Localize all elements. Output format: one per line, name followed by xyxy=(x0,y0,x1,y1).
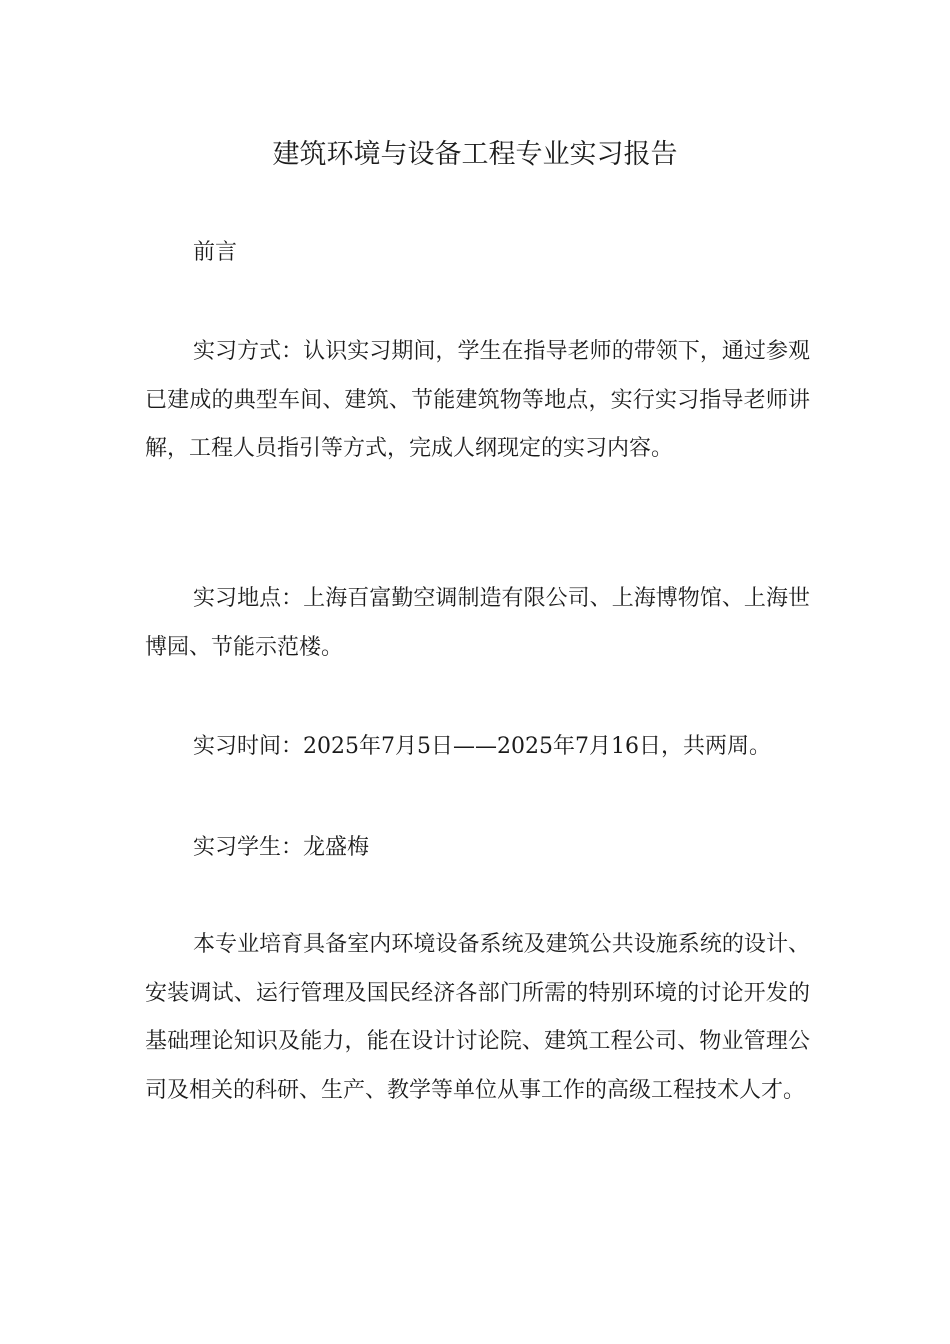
document-title: 建筑环境与设备工程专业实习报告 xyxy=(272,139,678,170)
paragraph-internship-place: 实习地点：上海百富勤空调制造有限公司、上海博物馆、上海世博园、节能示范楼。 xyxy=(145,586,810,660)
paragraph-major-description: 本专业培育具备室内环境设备系统及建筑公共设施系统的设计、安装调试、运行管理及国民经济各部门所需的特别环境的讨论开发的基础理论知识及能力，能在设计讨论院、建筑工程公司、物业管理公司及相关的科研、生产、教学等单位从事工作的高级工程技术人才。 xyxy=(145,932,810,1103)
paragraph-internship-time: 实习时间：2025年7月5日——2025年7月16日，共两周。 xyxy=(193,734,771,759)
paragraph-internship-student: 实习学生：龙盛梅 xyxy=(193,835,370,860)
preface-heading: 前言 xyxy=(193,240,238,265)
paragraph-internship-method: 实习方式：认识实习期间，学生在指导老师的带领下，通过参观已建成的典型车间、建筑、节能建筑物等地点，实行实习指导老师讲解，工程人员指引等方式，完成人纲现定的实习内容。 xyxy=(145,339,810,461)
